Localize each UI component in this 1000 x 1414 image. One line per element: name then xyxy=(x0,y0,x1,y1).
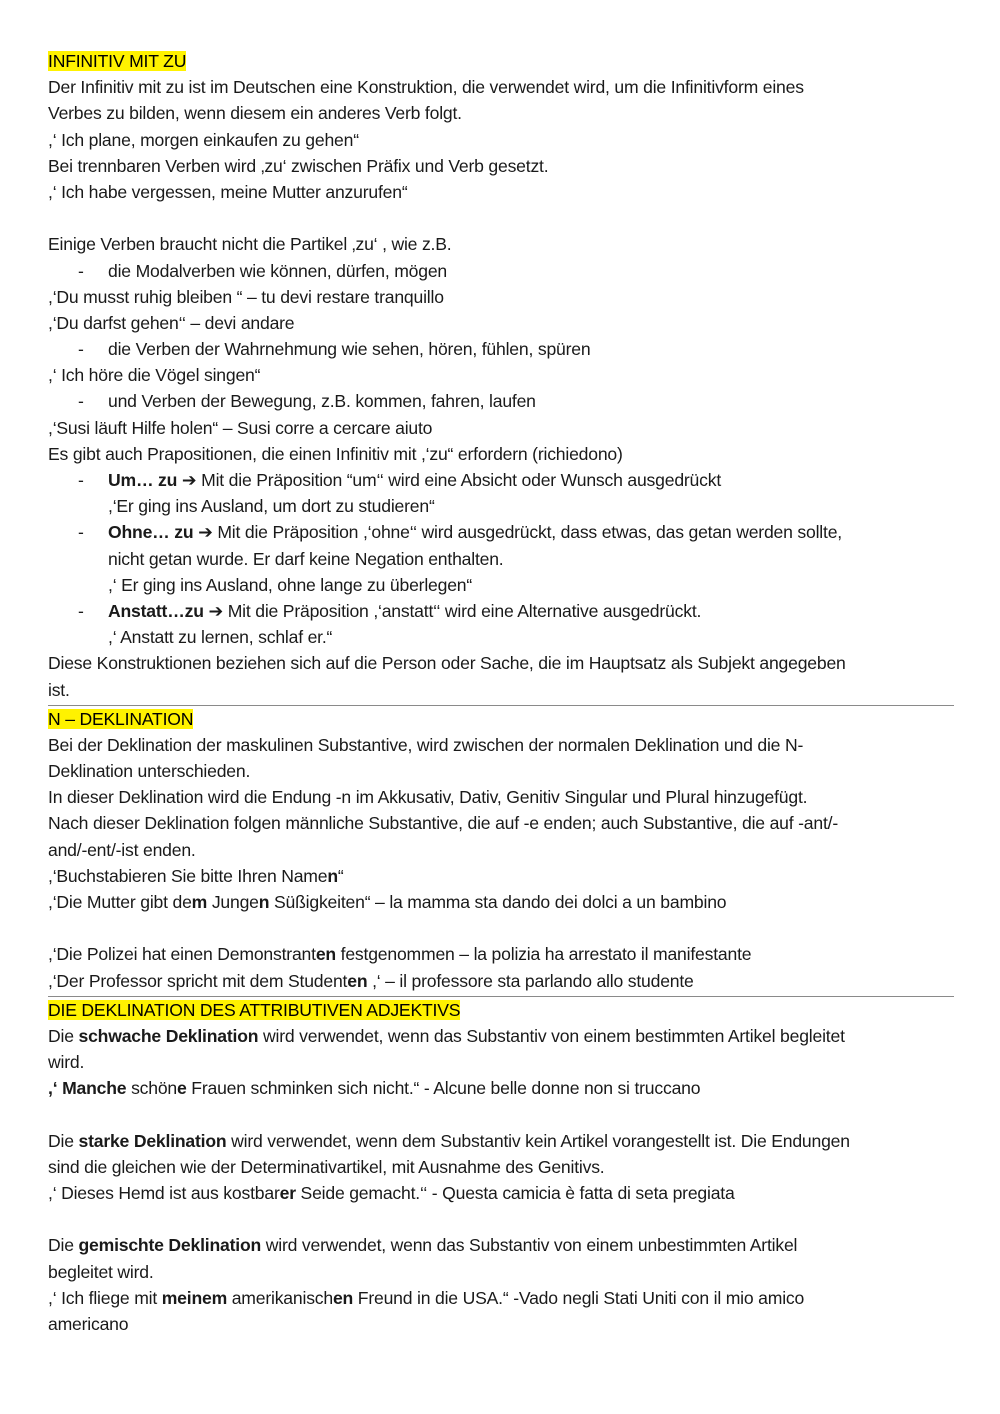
bullet-item-anstatt xyxy=(48,598,954,624)
bullet-dash: - xyxy=(78,391,84,412)
example-text: ,‘ Ich fliege mit xyxy=(48,1287,162,1308)
bullet-dash: - xyxy=(78,522,84,543)
paragraph-line xyxy=(48,1232,954,1258)
bullet-example: ,‘ Anstatt zu lernen, schlaf er.“ xyxy=(108,627,333,648)
bullet-bold-term: Ohne… zu xyxy=(108,522,194,543)
blank-line xyxy=(48,205,954,231)
paragraph-line: Es gibt auch Prapositionen, die einen Infinitiv mit ,‘zu“ erfordern (richiedono) xyxy=(48,443,623,464)
example-line xyxy=(48,1285,954,1311)
example-line: ,‘Susi läuft Hilfe holen“ – Susi corre a cercare aiuto xyxy=(48,417,433,438)
bullet-text: die Verben der Wahrnehmung wie sehen, hören, fühlen, spüren xyxy=(108,339,591,360)
section-heading-infinitiv xyxy=(48,48,954,74)
example-text: Frauen schminken sich nicht.“ - Alcune belle donne non si truccano xyxy=(186,1078,701,1099)
bold-term: gemischte Deklination xyxy=(78,1235,262,1256)
bullet-text: Mit die Präposition ,‘anstatt‘‘ wird eine Alternative ausgedrückt. xyxy=(227,600,702,621)
bullet-dash: - xyxy=(78,260,84,281)
paragraph-line: Bei trennbaren Verben wird ‚zu‘ zwischen Präfix und Verb gesetzt. xyxy=(48,155,549,176)
example-text: Seide gemacht.‘‘ - Questa camicia è fatta di seta pregiata xyxy=(295,1183,735,1204)
example-text: ,‘Der Professor spricht mit dem Student xyxy=(48,970,348,991)
example-ending: en xyxy=(347,970,368,991)
bullet-dash: - xyxy=(78,470,84,490)
example-text: “ xyxy=(337,865,344,886)
bullet-text: die Modalverben wie können, dürfen, mögen xyxy=(108,260,448,281)
example-bold: meinem xyxy=(161,1287,228,1308)
blank-line xyxy=(48,1206,954,1232)
paragraph-line: ist. xyxy=(48,679,70,700)
bullet-bold-term: Anstatt…zu xyxy=(108,600,204,621)
paragraph-line: Nach dieser Deklination folgen männliche Substantive, die auf -e enden; auch Substantive, die auf -ant/- xyxy=(48,813,838,834)
blank-line xyxy=(48,1102,954,1128)
example-text: ,‘Die Mutter gibt de xyxy=(48,892,192,912)
example-ending: en xyxy=(332,1287,354,1308)
example-text: amerikanisch xyxy=(227,1287,333,1308)
paragraph-line xyxy=(48,1023,954,1049)
example-text: ,‘Die Polizei hat einen Demonstrant xyxy=(48,944,316,965)
bullet-dash: - xyxy=(78,600,84,621)
bullet-text: Mit die Präposition “um‘‘ wird eine Absicht oder Wunsch ausgedrückt xyxy=(201,470,722,490)
example-text: ,‘ – il professore sta parlando allo studente xyxy=(367,970,694,991)
example-line: americano xyxy=(48,1314,129,1334)
highlighted-heading: N – DEKLINATION xyxy=(48,708,194,729)
example-line xyxy=(48,968,954,994)
example-text: ,‘Buchstabieren Sie bitte Ihren Name xyxy=(48,865,328,886)
text: Die xyxy=(48,1025,79,1046)
example-text: Junge xyxy=(207,892,259,912)
example-line: ,‘ Ich habe vergessen, meine Mutter anzurufen“ xyxy=(48,181,408,202)
paragraph-line: and/-ent/-ist enden. xyxy=(48,839,196,860)
example-text: Süßigkeiten“ – la mamma sta dando dei dolci a un bambino xyxy=(269,892,727,912)
example-line xyxy=(48,941,954,967)
text: wird verwendet, wenn das Substantiv von einem bestimmten Artikel begleitet xyxy=(258,1025,845,1046)
bullet-example: ,‘ Er ging ins Ausland, ohne lange zu überlegen“ xyxy=(108,574,473,595)
example-ending: n xyxy=(327,865,338,886)
document-page xyxy=(48,48,954,1337)
bullet-text: und Verben der Bewegung, z.B. kommen, fahren, laufen xyxy=(108,391,536,412)
bullet-item xyxy=(48,336,954,362)
arrow-icon: ➔ xyxy=(181,470,197,490)
example-line xyxy=(48,1180,954,1206)
bullet-text: Mit die Präposition ,‘ohne‘‘ wird ausgedrückt, dass etwas, das getan werden sollte, xyxy=(217,522,842,543)
example-ending: e xyxy=(177,1078,187,1099)
highlighted-heading: INFINITIV MIT ZU xyxy=(48,51,187,71)
example-line xyxy=(48,1075,954,1101)
bullet-item-um xyxy=(48,467,954,493)
bullet-continuation: nicht getan wurde. Er darf keine Negation enthalten. xyxy=(108,548,504,569)
example-text: festgenommen – la polizia ha arrestato il manifestante xyxy=(335,944,752,965)
paragraph-line xyxy=(48,1128,954,1154)
example-ending: n xyxy=(258,892,270,912)
bullet-bold-term: Um… zu xyxy=(108,470,178,490)
paragraph-line: Einige Verben braucht nicht die Partikel ‚zu‘ , wie z.B. xyxy=(48,234,452,255)
text: wird verwendet, wenn das Substantiv von einem unbestimmten Artikel xyxy=(261,1235,798,1256)
example-text: ,‘ Dieses Hemd ist aus kostbar xyxy=(48,1183,280,1204)
highlighted-heading: DIE DEKLINATION DES ATTRIBUTIVEN ADJEKTIVS xyxy=(48,999,461,1020)
bullet-dash: - xyxy=(78,339,84,360)
paragraph-line: wird. xyxy=(48,1052,85,1073)
paragraph-line: sind die gleichen wie der Determinativartikel, mit Ausnahme des Genitivs. xyxy=(48,1156,605,1177)
arrow-icon: ➔ xyxy=(208,600,223,621)
section-heading-n-deklination xyxy=(48,706,954,732)
example-ending: en xyxy=(315,944,336,965)
blank-line xyxy=(48,915,954,941)
bold-term: schwache Deklination xyxy=(78,1025,259,1046)
example-line: ,‘Du musst ruhig bleiben “ – tu devi restare tranquillo xyxy=(48,286,444,307)
example-line: ,‘Du darfst gehen‘‘ – devi andare xyxy=(48,312,295,333)
bullet-item xyxy=(48,388,954,414)
paragraph-line: Verbes zu bilden, wenn diesem ein anderes Verb folgt. xyxy=(48,103,462,124)
bullet-item xyxy=(48,258,954,284)
text: wird verwendet, wenn dem Substantiv kein Artikel vorangestellt ist. Die Endungen xyxy=(226,1130,850,1151)
example-ending: er xyxy=(279,1183,296,1204)
text: Die xyxy=(48,1130,79,1151)
paragraph-line: Diese Konstruktionen beziehen sich auf die Person oder Sache, die im Hauptsatz als Subjekt angegeben xyxy=(48,653,846,674)
bullet-example: ,‘Er ging ins Ausland, um dort zu studieren“ xyxy=(108,496,435,517)
bold-term: starke Deklination xyxy=(78,1130,227,1151)
example-text: Freund in die USA.“ -Vado negli Stati Uniti con il mio amico xyxy=(353,1287,805,1308)
paragraph-line: Bei der Deklination der maskulinen Substantive, wird zwischen der normalen Deklination und die N- xyxy=(48,734,804,755)
paragraph-line: begleitet wird. xyxy=(48,1261,154,1282)
section-heading-adjektiv xyxy=(48,997,954,1023)
example-line: ,‘ Ich plane, morgen einkaufen zu gehen“ xyxy=(48,129,359,150)
example-line: ,‘ Ich höre die Vögel singen“ xyxy=(48,365,261,386)
example-line xyxy=(48,889,954,915)
example-text: schön xyxy=(126,1078,178,1099)
bullet-item-ohne xyxy=(48,519,954,545)
paragraph-line: In dieser Deklination wird die Endung -n im Akkusativ, Dativ, Genitiv Singular und Plural hinzugefügt. xyxy=(48,787,808,808)
text: Die xyxy=(48,1235,79,1256)
example-bold: ,‘ Manche xyxy=(48,1078,127,1099)
example-line xyxy=(48,863,954,889)
paragraph-line: Der Infinitiv mit zu ist im Deutschen eine Konstruktion, die verwendet wird, um die Infinitivform eines xyxy=(48,77,804,98)
paragraph-line: Deklination unterschieden. xyxy=(48,761,251,782)
example-ending: m xyxy=(191,892,208,912)
arrow-icon: ➔ xyxy=(198,522,213,543)
